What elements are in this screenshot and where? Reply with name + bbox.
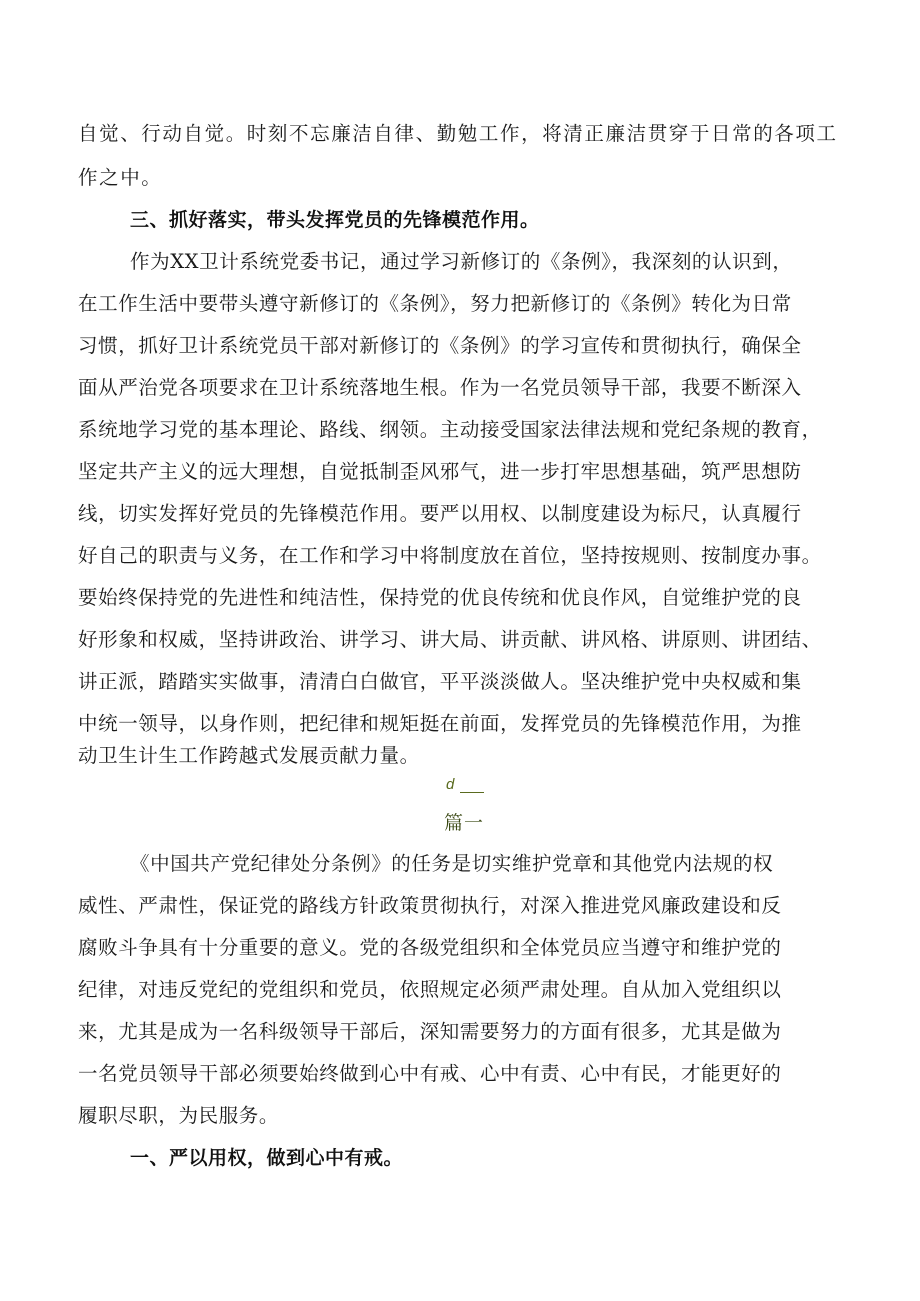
link-mark[interactable]: d — [446, 776, 455, 793]
paragraph-line: 中统一领导，以身作则，把纪律和规矩挺在前面，发挥党员的先锋模范作用，为推 — [78, 712, 802, 735]
paragraph-line: 好自己的职责与义务，在工作和学习中将制度放在首位，坚持按规则、按制度办事。 — [78, 544, 822, 567]
paragraph-line: 履职尽职，为民服务。 — [78, 1104, 280, 1127]
paragraph-line: 自觉、行动自觉。时刻不忘廉洁自律、勤勉工作，将清正廉洁贯穿于日常的各项工 — [78, 122, 838, 145]
link-underline — [460, 792, 484, 793]
paragraph-line: 来，尤其是成为一名科级领导干部后，深知需要努力的方面有很多，尤其是做为 — [78, 1020, 782, 1043]
paragraph-line: 好形象和权威，坚持讲政治、讲学习、讲大局、讲贡献、讲风格、讲原则、讲团结、 — [78, 628, 822, 651]
section-heading-three: 三、抓好落实，带头发挥党员的先锋模范作用。 — [130, 209, 540, 231]
paragraph-line: 作为XX卫计系统党委书记，通过学习新修订的《条例》，我深刻的认识到， — [130, 250, 793, 273]
paragraph-line: 腐败斗争具有十分重要的意义。党的各级党组织和全体党员应当遵守和维护党的 — [78, 936, 782, 959]
paragraph-line: 坚定共产主义的远大理想，自觉抵制歪风邪气，进一步打牢思想基础，筑严思想防 — [78, 460, 802, 483]
paragraph-line: 在工作生活中要带头遵守新修订的《条例》，努力把新修订的《条例》转化为日常 — [78, 292, 792, 315]
paragraph-line: 习惯，抓好卫计系统党员干部对新修订的《条例》的学习宣传和贯彻执行，确保全 — [78, 334, 802, 357]
paragraph-line: 要始终保持党的先进性和纯洁性，保持党的优良传统和优良作风，自觉维护党的良 — [78, 586, 802, 609]
paragraph-line: 威性、严肃性，保证党的路线方针政策贯彻执行，对深入推进党风廉政建设和反 — [78, 894, 782, 917]
paragraph-line: 一名党员领导干部必须要始终做到心中有戒、心中有责、心中有民，才能更好的 — [78, 1062, 782, 1085]
paragraph-line: 作之中。 — [78, 166, 163, 189]
paragraph-line: 动卫生计生工作跨越式发展贡献力量。 — [78, 744, 420, 767]
paragraph-line: 《中国共产党纪律处分条例》的任务是切实维护党章和其他党内法规的权 — [130, 852, 774, 875]
section-heading-one: 一、严以用权，做到心中有戒。 — [130, 1147, 404, 1169]
paragraph-line: 线，切实发挥好党员的先锋模范作用。要严以用权、以制度建设为标尺，认真履行 — [78, 502, 802, 525]
paragraph-line: 讲正派，踏踏实实做事，清清白白做官，平平淡淡做人。坚决维护党中央权威和集 — [78, 670, 802, 693]
section-title: 篇一 — [444, 812, 485, 834]
paragraph-line: 系统地学习党的基本理论、路线、纲领。主动接受国家法律法规和党纪条规的教育， — [78, 418, 822, 441]
paragraph-line: 面从严治党各项要求在卫计系统落地生根。作为一名党员领导干部，我要不断深入 — [78, 376, 802, 399]
paragraph-line: 纪律，对违反党纪的党组织和党员，依照规定必须严肃处理。自从加入党组织以 — [78, 978, 782, 1001]
